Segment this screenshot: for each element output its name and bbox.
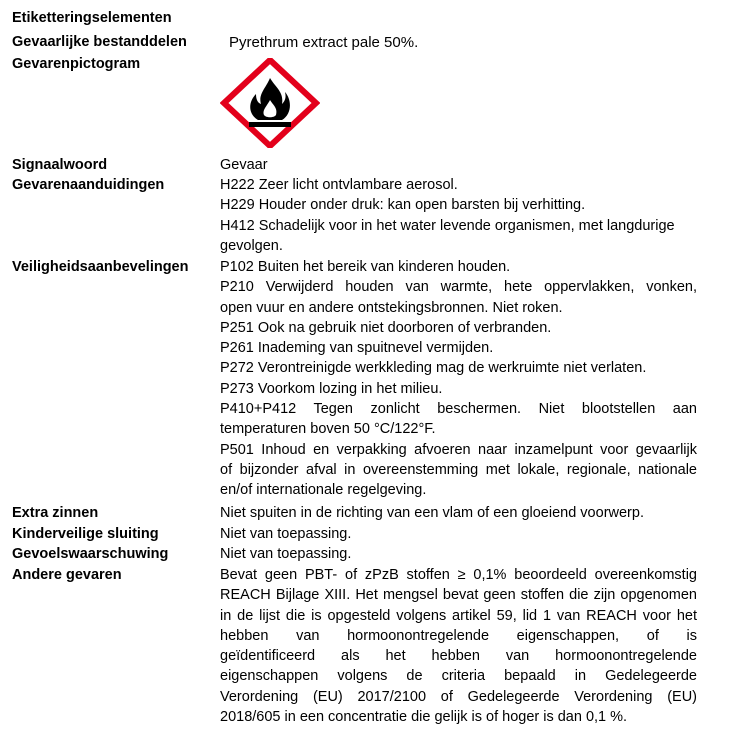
label-other-hazards: Andere gevaren [12,567,122,583]
value-child-closure: Niet van toepassing. [220,526,352,542]
label-signal-word: Signaalwoord [12,157,108,173]
label-extra: Extra zinnen [12,505,99,521]
label-ingredients: Gevaarlijke bestanddelen [12,34,187,50]
other-hazards-text [220,565,697,727]
precautionary-statements [220,257,697,501]
other-hazards-line6: eigenschappen volgens de criteria bepaald in Gedelegeerde [220,668,697,685]
precaution-p272: P272 Verontreinigde werkkleding mag de werkruimte niet verlaten. [220,360,647,377]
value-signal-word: Gevaar [220,157,268,173]
precaution-p273: P273 Voorkom lozing in het milieu. [220,380,443,397]
precaution-p410-line2: temperaturen boven 50 °C/122°F. [220,421,436,438]
hazard-h229: H229 Houder onder druk: kan open barsten bij verhitting. [220,197,586,214]
hazard-h412-line1: H412 Schadelijk voor in het water levende organismen, met langdurige [220,217,675,234]
value-tactile-warning: Niet van toepassing. [220,546,352,562]
label-child-closure: Kinderveilige sluiting [12,526,159,542]
other-hazards-line1: Bevat geen PBT- of zPzB stoffen ≥ 0,1% beoordeeld overeenkomstig [220,567,697,583]
other-hazards-line7: Verordening (EU) 2017/2100 of Gedelegeerde Verordening (EU) [220,688,697,705]
hazard-h412-line2: gevolgen. [220,237,283,254]
section-heading: Etiketteringselementen [12,10,172,26]
label-hazard-statements: Gevarenaanduidingen [12,177,165,193]
other-hazards-line8: 2018/605 in een concentratie die gelijk is of hoger is dan 0,1 %. [220,709,628,726]
precaution-p501-line1: P501 Inhoud en verpakking afvoeren naar inzamelpunt voor gevaarlijk [220,441,697,458]
hazard-h222: H222 Zeer licht ontvlambare aerosol. [220,177,458,193]
precaution-p410-line1: P410+P412 Tegen zonlicht beschermen. Niet blootstellen aan [220,401,697,418]
hazard-statements [220,175,697,256]
label-precautionary: Veiligheidsaanbevelingen [12,259,189,275]
value-ingredients: Pyrethrum extract pale 50%. [229,34,419,51]
flame-ghs02-icon [220,58,320,148]
precaution-p210-line1: P210 Verwijderd houden van warmte, hete oppervlakken, vonken, [220,279,697,296]
other-hazards-line4: hebben van hormoonontregelende eigenschappen, of is [220,627,697,644]
precaution-p261: P261 Inademing van spuitnevel vermijden. [220,340,494,357]
precaution-p210-line2: open vuur en andere ontstekingsbronnen. Niet roken. [220,299,563,316]
label-pictogram: Gevarenpictogram [12,56,141,72]
precaution-p501-line3: en/of internationale regelgeving. [220,482,427,499]
precaution-p102: P102 Buiten het bereik van kinderen houden. [220,259,511,275]
value-extra: Niet spuiten in de richting van een vlam of een gloeiend voorwerp. [220,505,644,521]
precaution-p251: P251 Ook na gebruik niet doorboren of verbranden. [220,319,552,336]
other-hazards-line3: in de lijst die is opgesteld volgens artikel 59, lid 1 van REACH voor het [220,607,697,624]
label-tactile-warning: Gevoelswaarschuwing [12,546,169,562]
precaution-p501-line2: of bijzonder afval in overeenstemming met lokale, regionale, nationale [220,461,697,478]
other-hazards-line5: geïdentificeerd als het hebben van hormoonontregelende [220,648,697,665]
other-hazards-line2: REACH Bijlage XIII. Het mengsel bevat geen stoffen die zijn opgenomen [220,587,697,604]
